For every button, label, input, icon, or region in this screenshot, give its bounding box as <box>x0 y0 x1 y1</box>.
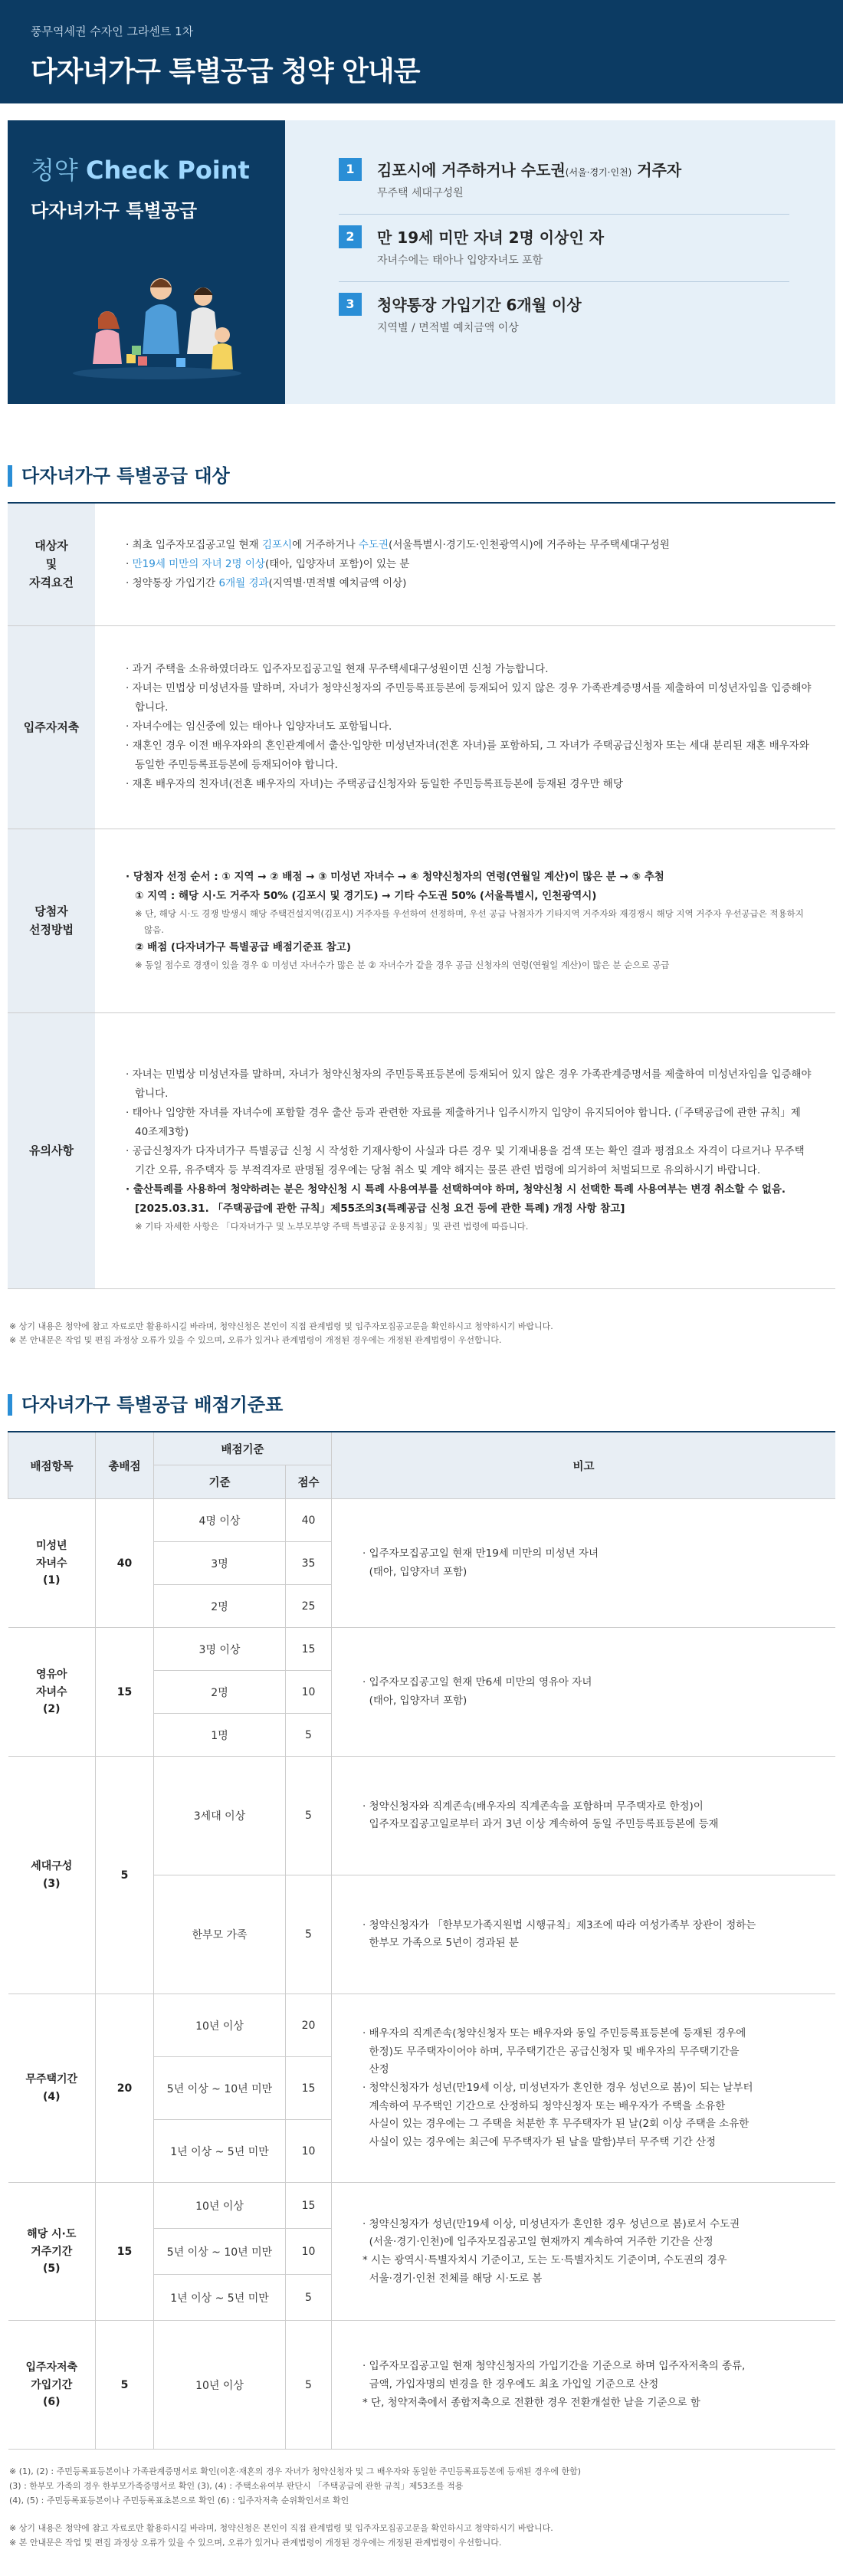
table-row <box>8 1994 836 2057</box>
highlight: 수도권 <box>358 538 389 551</box>
std-cell: 4명 이상 <box>154 1499 286 1542</box>
score-cell: 20 <box>286 1994 332 2057</box>
note-line: 산정 <box>369 2063 389 2076</box>
head-line: 자격요건 <box>29 576 74 590</box>
table-row <box>8 1757 836 1875</box>
th-std: 기준 <box>154 1465 286 1499</box>
score-cell: 25 <box>286 1585 332 1628</box>
note-cell <box>332 1499 836 1628</box>
category-cell <box>8 1994 96 2183</box>
category-cell <box>8 1499 96 1628</box>
body-line: ① 지역 : 해당 시·도 거주자 50% (김포시 및 경기도) → 기타 수도권 50% (서울특별시, 인천광역시) <box>135 889 597 902</box>
checkpoint-item <box>339 147 789 215</box>
cat-line: (6) <box>42 2396 61 2409</box>
head-line: 및 <box>45 557 57 572</box>
cat-line: (5) <box>42 2263 61 2276</box>
body-line: · 태아나 입양한 자녀를 자녀수에 포함할 경우 출산 등과 관련한 자료를 제출하거나 입주시까지 입양이 유지되어야 합니다. (「주택공급에 관한 규칙」제40조제3항) <box>126 1107 801 1139</box>
std-cell: 5년 이상 ~ 10년 미만 <box>154 2057 286 2120</box>
checkpoint-item <box>339 215 789 282</box>
item-number: 1 <box>339 158 362 181</box>
item-number: 2 <box>339 225 362 248</box>
score-cell: 40 <box>286 1499 332 1542</box>
score-cell: 10 <box>286 1671 332 1714</box>
cat-line: 영유아 <box>35 1669 67 1682</box>
std-cell: 10년 이상 <box>154 1994 286 2057</box>
body-line: · 자녀는 민법상 미성년자를 말하며, 자녀가 청약신청자의 주민등록표등본에 등재되어 있지 않은 경우 가족관계증명서를 제출하여 미성년자임을 입증해야 합니다. <box>126 682 812 714</box>
family-illustration <box>69 266 245 381</box>
note-line: · 입주자모집공고일 현재 만6세 미만의 영유아 자녀 <box>362 1676 592 1689</box>
note-line: · 청약신청자와 직계존속(배우자의 직계존속을 포함하며 무주택자로 한정)이 <box>362 1800 704 1813</box>
std-cell: 10년 이상 <box>154 2321 286 2450</box>
table-row <box>8 1499 836 1542</box>
item-desc: 자녀수에는 태아나 입양자녀도 포함 <box>377 254 543 267</box>
row-head <box>8 829 95 1012</box>
table-row <box>8 1012 835 1288</box>
eligibility-table <box>8 502 835 1289</box>
score-cell: 15 <box>286 2057 332 2120</box>
row-body <box>95 829 835 1012</box>
body-line: ② 배점 (다자녀가구 특별공급 배점기준표 참고) <box>135 941 352 954</box>
footnote-line: (3) : 한부모 가족의 경우 한부모가족증명서로 확인 (3), (4) : 주택소유여부 판단시 「주택공급에 관한 규칙」제53조를 적용 <box>9 2481 464 2492</box>
note-line: · 청약신청자가 성년(만19세 이상, 미성년자가 혼인한 경우 성년으로 봄)로서 수도권 <box>362 2217 740 2230</box>
std-cell: 1명 <box>154 1714 286 1757</box>
text: 에 거주하거나 <box>292 538 359 551</box>
note-line: (태아, 입양자녀 포함) <box>369 1694 467 1707</box>
score-cell: 5 <box>286 2321 332 2450</box>
score-cell: 5 <box>286 1714 332 1757</box>
category-cell <box>8 2321 96 2450</box>
score-cell: 15 <box>286 2183 332 2229</box>
std-cell: 한부모 가족 <box>154 1875 286 1994</box>
th-score: 점수 <box>286 1465 332 1499</box>
std-cell: 3명 <box>154 1542 286 1585</box>
checkpoint-left <box>8 120 285 404</box>
head-line: 대상자 <box>34 539 68 553</box>
cat-line: 가입기간 <box>31 2378 73 2391</box>
row-head: 입주자저축 <box>8 625 95 829</box>
note-line: 계속하여 무주택인 기간으로 산정하되 청약신청자 또는 배우자가 주택을 소유한 <box>369 2099 726 2112</box>
footnote <box>9 1320 834 1348</box>
std-cell: 1년 이상 ~ 5년 미만 <box>154 2275 286 2321</box>
head-line: 선정방법 <box>29 923 74 937</box>
item-title: 청약통장 가입기간 6개월 이상 <box>377 296 582 314</box>
checkpoint-heading <box>31 151 262 186</box>
score-cell: 10 <box>286 2229 332 2275</box>
note-line: 한정)도 무주택자이어야 하며, 무주택기간은 공급신청자 및 배우자의 무주택기간을 <box>369 2045 740 2058</box>
cat-line: (3) <box>42 1877 61 1890</box>
note-line: * 시는 광역시·특별자치시 기준이고, 도는 도·특별자치도 기준이며, 수도권의 경우 <box>362 2253 727 2266</box>
note-line: * 단, 청약저축에서 종합저축으로 전환한 경우 전환개설한 날을 기준으로 함 <box>362 2396 700 2409</box>
note-line: (태아, 입양자녀 포함) <box>369 1565 467 1578</box>
page-title: 다자녀가구 특별공급 청약 안내문 <box>31 56 420 87</box>
cat-line: 세대구성 <box>31 1860 73 1873</box>
item-desc: 지역별 / 면적별 예치금액 이상 <box>377 322 519 334</box>
row-body <box>95 625 835 829</box>
cat-line: 무주택기간 <box>25 2073 78 2086</box>
head-line: 당첨자 <box>34 904 68 918</box>
checkpoint-subtitle: 다자녀가구 특별공급 <box>31 200 198 222</box>
text: · <box>126 557 133 570</box>
section-title-eligibility: 다자녀가구 특별공급 대상 <box>8 465 835 487</box>
category-cell <box>8 1628 96 1757</box>
note-line: · 청약신청자가 「한부모가족지원법 시행규칙」제3조에 따라 여성가족부 장관이 정하는 <box>362 1918 756 1931</box>
checkpoint-label-b: Check Point <box>86 156 250 185</box>
footnote-line: ※ 본 안내문은 작업 및 편집 과정상 오류가 있을 수 있으며, 오류가 있거나 관계법령이 개정된 경우에는 개정된 관계법령이 우선합니다. <box>9 1335 502 1346</box>
table-row <box>8 2321 836 2450</box>
row-body <box>95 503 835 625</box>
note-line: (서울·경기·인천)에 입주자모집공고일 현재까지 계속하여 거주한 기간을 산정 <box>369 2236 713 2249</box>
cat-line: 거주기간 <box>31 2245 73 2258</box>
footnote-line: (4), (5) : 주민등록표등본이나 주민등록표초본으로 확인 (6) : 입주자저축 순위확인서로 확인 <box>9 2495 349 2505</box>
body-note: ※ 단, 해당 시·도 경쟁 발생시 해당 주택건설지역(김포시) 거주자를 우선하여 선정하며, 우선 공급 낙첨자가 기타지역 거주자와 재경쟁시 해당 지역 거주자 우선공급은 적용하지 않음. <box>135 907 804 935</box>
score-cell: 5 <box>286 2275 332 2321</box>
cat-line: 자녀수 <box>35 1685 67 1698</box>
cat-line: 미성년 <box>35 1540 67 1553</box>
total-cell: 40 <box>96 1499 154 1628</box>
cat-line: 자녀수 <box>35 1557 67 1570</box>
cat-line: (2) <box>42 1703 61 1716</box>
text: · 청약통장 가입기간 <box>126 576 219 589</box>
note-line: 입주자모집공고일로부터 과거 3년 이상 계속하여 동일 주민등록표등본에 등재 <box>369 1818 719 1831</box>
body-note: ※ 동일 점수로 경쟁이 있을 경우 ① 미성년 자녀수가 많은 분 ② 자녀수가 같을 경우 공급 신청자의 연령(연월일 계산)이 많은 분 순으로 공급 <box>135 960 670 971</box>
note-cell <box>332 1875 836 1994</box>
std-cell: 3세대 이상 <box>154 1757 286 1875</box>
cat-line: 해당 시·도 <box>27 2228 77 2241</box>
body-line: · 과거 주택을 소유하였더라도 입주자모집공고일 현재 무주택세대구성원이면 신청 가능합니다. <box>126 663 549 676</box>
note-line: 서울·경기·인천 전체를 해당 시·도로 봄 <box>369 2272 543 2285</box>
footnote-line: ※ (1), (2) : 주민등록표등본이나 가족관계증명서로 확인(이혼·재혼의 경우 자녀가 청약신청자 및 그 배우자와 동일한 주민등록표등본에 등재된 경우에 한함) <box>9 2466 582 2477</box>
header-subtitle: 풍무역세권 수자인 그라센트 1차 <box>31 25 194 38</box>
table-row <box>8 625 835 829</box>
footnote-line: ※ 상기 내용은 청약에 참고 자료로만 활용하시길 바라며, 청약신청은 본인이 직접 관계법령 및 입주자모집공고문을 확인하시고 청약하시기 바랍니다. <box>9 1321 553 1331</box>
total-cell: 5 <box>96 2321 154 2450</box>
total-cell: 15 <box>96 2183 154 2321</box>
item-title-text: 김포시에 거주하거나 수도권 <box>377 161 566 179</box>
section-title-score: 다자녀가구 특별공급 배점기준표 <box>8 1394 835 1416</box>
score-cell: 10 <box>286 2120 332 2183</box>
note-line: 한부모 가족으로 5년이 경과된 분 <box>369 1937 519 1950</box>
body-line: · 출산특례를 사용하여 청약하려는 분은 청약신청 시 특례 사용여부를 선택하여야 하며, 청약신청 시 선택한 특례 사용여부는 변경 취소할 수 없음. [2025.03.31. 「주택공급에 관한 규칙」제55조의3(특례공급 신청 요건 등에 관한 특례) 개정 사항 참고] <box>126 1183 786 1216</box>
total-cell: 15 <box>96 1628 154 1757</box>
note-cell <box>332 1994 836 2183</box>
checkpoint-label-a: 청약 <box>31 156 78 185</box>
th-criteria: 배점기준 <box>154 1432 332 1465</box>
th-total: 총배점 <box>96 1432 154 1499</box>
table-row <box>8 503 835 625</box>
text: (서울특별시·경기도·인천광역시)에 거주하는 무주택세대구성원 <box>389 538 670 551</box>
std-cell: 1년 이상 ~ 5년 미만 <box>154 2120 286 2183</box>
page-header <box>0 0 843 103</box>
std-cell: 2명 <box>154 1671 286 1714</box>
body-line <box>126 574 812 593</box>
header-row <box>8 1432 836 1465</box>
std-cell: 2명 <box>154 1585 286 1628</box>
std-cell: 5년 이상 ~ 10년 미만 <box>154 2229 286 2275</box>
category-cell <box>8 2183 96 2321</box>
cat-line: (4) <box>42 2090 61 2103</box>
highlight: 김포시 <box>261 538 293 551</box>
row-head: 유의사항 <box>8 1012 95 1288</box>
note-cell <box>332 2183 836 2321</box>
note-line: 금액, 가입자명의 변경을 한 경우에도 최초 가입일 기준으로 산정 <box>369 2378 659 2391</box>
category-cell <box>8 1757 96 1994</box>
score-cell: 35 <box>286 1542 332 1585</box>
checkpoint-list <box>285 120 835 404</box>
score-cell: 5 <box>286 1757 332 1875</box>
note-line: · 입주자모집공고일 현재 청약신청자의 가입기간을 기준으로 하며 입주자저축의 종류, <box>362 2360 746 2373</box>
std-cell: 10년 이상 <box>154 2183 286 2229</box>
table-row <box>8 2183 836 2229</box>
item-title: 만 19세 미만 자녀 2명 이상인 자 <box>377 228 605 247</box>
body-line <box>126 536 812 555</box>
table-row <box>8 829 835 1012</box>
text: (지역별·면적별 예치금액 이상) <box>268 576 407 589</box>
note-line: · 배우자의 직계존속(청약신청자 또는 배우자와 동일 주민등록표등본에 등재된 경우에 <box>362 2027 746 2040</box>
disclaimer <box>9 2522 834 2550</box>
item-title <box>377 158 681 180</box>
row-head <box>8 503 95 625</box>
score-cell: 5 <box>286 1875 332 1994</box>
note-line: · 청약신청자가 성년(만19세 이상, 미성년자가 혼인한 경우 성년으로 봄)이 되는 날부터 <box>362 2082 753 2095</box>
table-row <box>8 1628 836 1671</box>
item-number: 3 <box>339 293 362 316</box>
checkpoint-item <box>339 282 789 349</box>
item-desc: 무주택 세대구성원 <box>377 187 464 199</box>
footnote-line: ※ 상기 내용은 청약에 참고 자료로만 활용하시길 바라며, 청약신청은 본인이 직접 관계법령 및 입주자모집공고문을 확인하시고 청약하시기 바랍니다. <box>9 2523 553 2534</box>
body-line: · 재혼인 경우 이전 배우자와의 혼인관계에서 출산·입양한 미성년자녀(전혼 자녀)를 포함하되, 그 자녀가 주택공급신청자 또는 세대 분리된 재혼 배우자와 동일한 주민등록표등본에 등재되어야 합니다. <box>126 739 809 771</box>
body-line: · 재혼 배우자의 친자녀(전혼 배우자의 자녀)는 주택공급신청자와 동일한 주민등록표등본에 등재된 경우만 해당 <box>126 777 623 790</box>
th-note: 비고 <box>332 1432 836 1499</box>
body-line: · 자녀는 민법상 미성년자를 말하며, 자녀가 청약신청자의 주민등록표등본에 등재되어 있지 않은 경우 가족관계증명서를 제출하여 미성년자임을 입증해야 합니다. <box>126 1068 812 1101</box>
note-line: 사실이 있는 경우에는 그 주택을 처분한 후 무주택자가 된 날(2회 이상 주택을 소유한 <box>369 2118 750 2131</box>
cat-line: (1) <box>42 1574 61 1587</box>
score-table <box>8 1431 835 2450</box>
score-cell: 15 <box>286 1628 332 1671</box>
th-item: 배점항목 <box>8 1432 96 1499</box>
score-footnote <box>9 2465 834 2508</box>
footnote-line: ※ 본 안내문은 작업 및 편집 과정상 오류가 있을 수 있으며, 오류가 있거나 관계법령이 개정된 경우에는 개정된 관계법령이 우선합니다. <box>9 2538 502 2548</box>
highlight: 만19세 미만의 자녀 2명 이상 <box>132 557 265 570</box>
total-cell: 20 <box>96 1994 154 2183</box>
note-line: · 입주자모집공고일 현재 만19세 미만의 미성년 자녀 <box>362 1547 599 1560</box>
std-cell: 3명 이상 <box>154 1628 286 1671</box>
body-line <box>126 555 812 574</box>
body-note: ※ 기타 자세한 사항은 「다자녀가구 및 노부모부양 주택 특별공급 운용지침」및 관련 법령에 따릅니다. <box>135 1221 529 1232</box>
item-title-small: (서울·경기·인천) <box>565 167 632 178</box>
note-cell <box>332 1628 836 1757</box>
note-cell <box>332 1757 836 1875</box>
highlight: 6개월 경과 <box>218 576 269 589</box>
text: (태아, 입양자녀 포함)이 있는 분 <box>264 557 410 570</box>
note-line: 사실이 있는 경우에는 최근에 무주택자가 된 날을 말함)부터 무주택 기간 산정 <box>369 2135 717 2148</box>
body-line: · 당첨자 선정 순서 : ① 지역 → ② 배점 → ③ 미성년 자녀수 → ④ 청약신청자의 연령(연월일 계산)이 많은 분 → ⑤ 추첨 <box>126 870 664 883</box>
row-body <box>95 1012 835 1288</box>
item-title-tail: 거주자 <box>631 161 682 179</box>
text: · 최초 입주자모집공고일 현재 <box>126 538 262 551</box>
body-line: · 공급신청자가 다자녀가구 특별공급 신청 시 작성한 기재사항이 사실과 다른 경우 및 기재내용을 검색 또는 확인 결과 평점요소 자격이 다르거나 무주택기간 오류, 유주택자 등 부적격자로 판명될 경우에는 당첨 취소 및 계약 해지는 물론 관련 법령에 의거하여 처벌되므로 유의하시기 바랍니다. <box>126 1145 805 1177</box>
checkpoint-panel <box>8 120 835 404</box>
body-line: · 자녀수에는 임신중에 있는 태아나 입양자녀도 포함됩니다. <box>126 720 392 733</box>
note-cell <box>332 2321 836 2450</box>
total-cell: 5 <box>96 1757 154 1994</box>
cat-line: 입주자저축 <box>25 2361 78 2374</box>
